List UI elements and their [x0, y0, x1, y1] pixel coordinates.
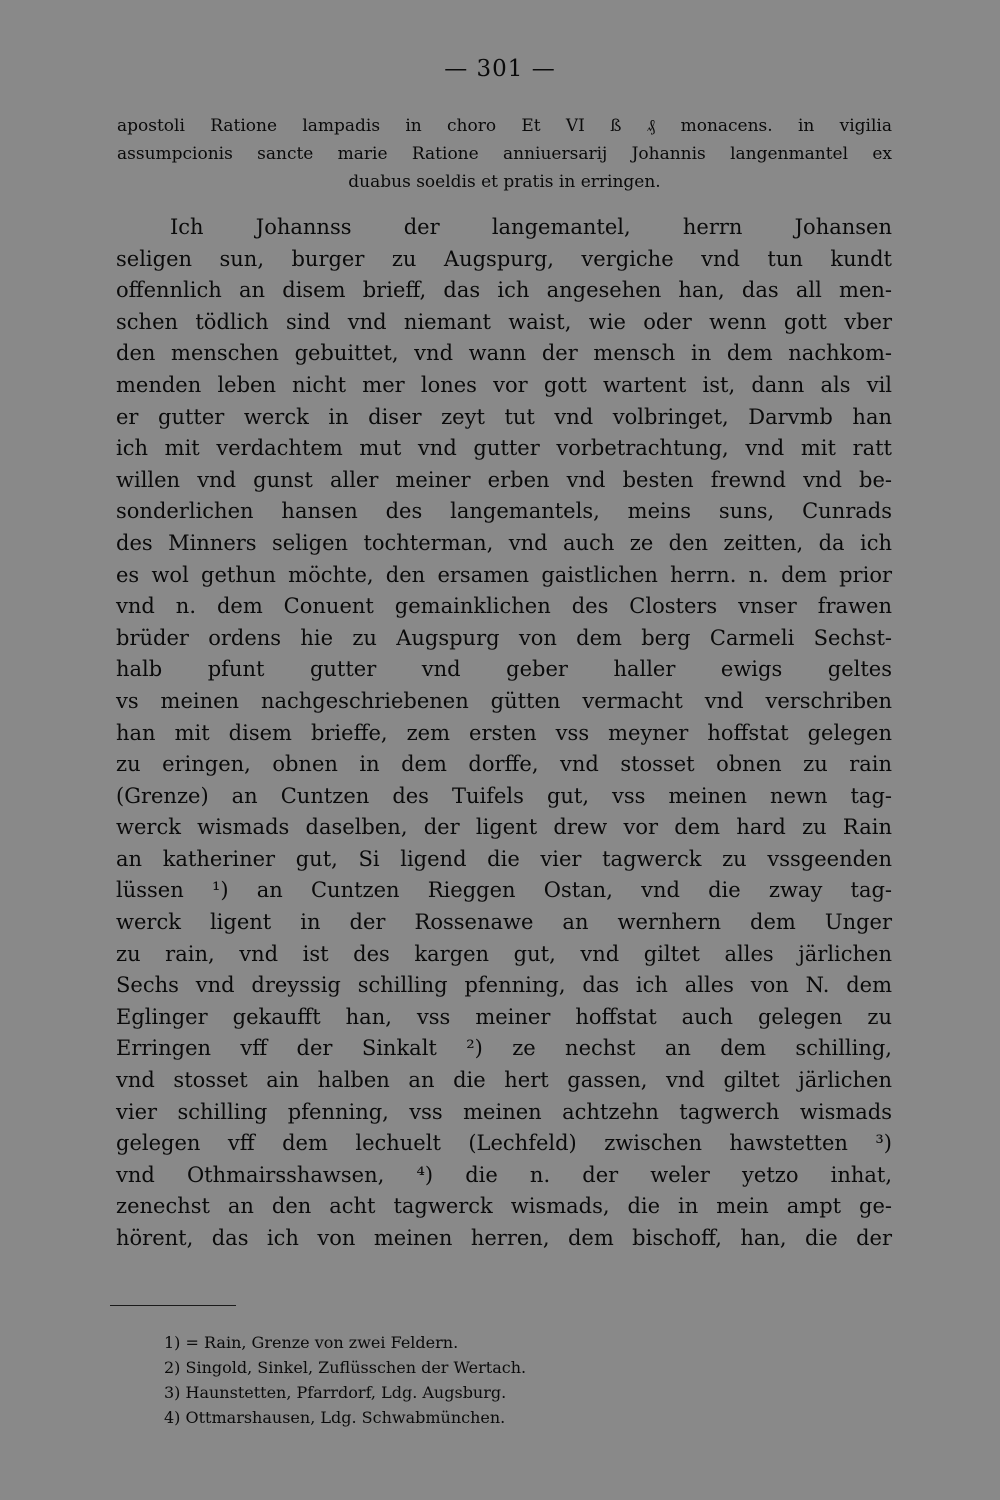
body-line: menden leben nicht mer lones vor gott wartent ist, dann als vil	[116, 372, 892, 397]
body-line: ich mit verdachtem mut vnd gutter vorbetrachtung, vnd mit ratt	[116, 436, 892, 461]
main-paragraph	[116, 212, 892, 1255]
body-line: werck wismads daselben, der ligent drew vor dem hard zu Rain	[116, 815, 892, 840]
page-number: — 301 —	[444, 56, 556, 82]
body-line: brüder ordens hie zu Augspurg von dem berg Carmeli Sechst-	[116, 625, 892, 650]
body-line: seligen sun, burger zu Augspurg, vergiche vnd tun kundt	[116, 246, 892, 271]
body-line: (Grenze) an Cuntzen des Tuifels gut, vss meinen newn tag-	[116, 783, 892, 808]
intro-line: assumpcionis sancte marie Ratione anniuersarij Johannis langenmantel ex	[117, 144, 892, 164]
body-line: Ich Johannss der langemantel, herrn Johansen	[170, 215, 892, 239]
body-line: zu eringen, obnen in dem dorffe, vnd stosset obnen zu rain	[116, 752, 892, 777]
footnotes	[164, 1330, 764, 1430]
body-line: gelegen vff dem lechuelt (Lechfeld) zwischen hawstetten ³)	[116, 1131, 892, 1156]
body-line: willen vnd gunst aller meiner erben vnd besten frewnd vnd be-	[116, 467, 892, 492]
body-line: zenechst an den acht tagwerck wismads, die in mein ampt ge-	[116, 1194, 892, 1219]
body-line: des Minners seligen tochterman, vnd auch ze den zeitten, da ich	[116, 530, 892, 555]
body-line: werck ligent in der Rossenawe an wernhern dem Unger	[116, 910, 892, 935]
footnote-divider	[110, 1305, 236, 1306]
intro-paragraph	[117, 112, 892, 196]
footnote: 2) Singold, Sinkel, Zuflüsschen der Wertach.	[164, 1358, 527, 1377]
body-line: halb pfunt gutter vnd geber haller ewigs geltes	[116, 657, 892, 682]
intro-line: duabus soeldis et pratis in erringen.	[348, 172, 661, 192]
body-line: sonderlichen hansen des langemantels, meins suns, Cunrads	[116, 499, 892, 524]
body-line: offennlich an disem brieff, das ich angesehen han, das all men-	[116, 278, 892, 303]
body-line: vs meinen nachgeschriebenen gütten vermacht vnd verschriben	[116, 688, 892, 713]
body-line: es wol gethun möchte, den ersamen gaistlichen herrn. n. dem prior	[116, 562, 892, 587]
body-line: zu rain, vnd ist des kargen gut, vnd giltet alles järlichen	[116, 941, 892, 966]
footnote: 3) Haunstetten, Pfarrdorf, Ldg. Augsburg.	[164, 1383, 507, 1402]
body-line: han mit disem brieffe, zem ersten vss meyner hoffstat gelegen	[116, 720, 892, 745]
body-line: lüssen ¹) an Cuntzen Rieggen Ostan, vnd die zway tag-	[116, 878, 892, 903]
footnote: 4) Ottmarshausen, Ldg. Schwabmünchen.	[164, 1408, 506, 1427]
body-line: hörent, das ich von meinen herren, dem bischoff, han, die der	[116, 1226, 892, 1250]
body-line: vnd stosset ain halben an die hert gassen, vnd giltet järlichen	[116, 1068, 892, 1093]
body-line: er gutter werck in diser zeyt tut vnd volbringet, Darvmb han	[116, 404, 892, 429]
footnote: 1) = Rain, Grenze von zwei Feldern.	[164, 1333, 459, 1352]
body-line: Sechs vnd dreyssig schilling pfenning, das ich alles von N. dem	[116, 973, 892, 998]
body-line: den menschen gebuittet, vnd wann der mensch in dem nachkom-	[116, 341, 892, 366]
body-line: an katheriner gut, Si ligend die vier tagwerck zu vssgeenden	[116, 846, 892, 871]
body-line: Eglinger gekaufft han, vss meiner hoffstat auch gelegen zu	[116, 1004, 892, 1029]
body-line: vnd Othmairsshawsen, ⁴) die n. der weler yetzo inhat,	[116, 1162, 892, 1187]
body-line: Erringen vff der Sinkalt ²) ze nechst an dem schilling,	[116, 1036, 892, 1061]
body-line: vnd n. dem Conuent gemainklichen des Closters vnser frawen	[116, 594, 892, 619]
body-line: schen tödlich sind vnd niemant waist, wie oder wenn gott vber	[116, 309, 892, 334]
intro-line: apostoli Ratione lampadis in choro Et VI ß ₰ monacens. in vigilia	[117, 116, 892, 136]
body-line: vier schilling pfenning, vss meinen achtzehn tagwerch wismads	[116, 1099, 892, 1124]
